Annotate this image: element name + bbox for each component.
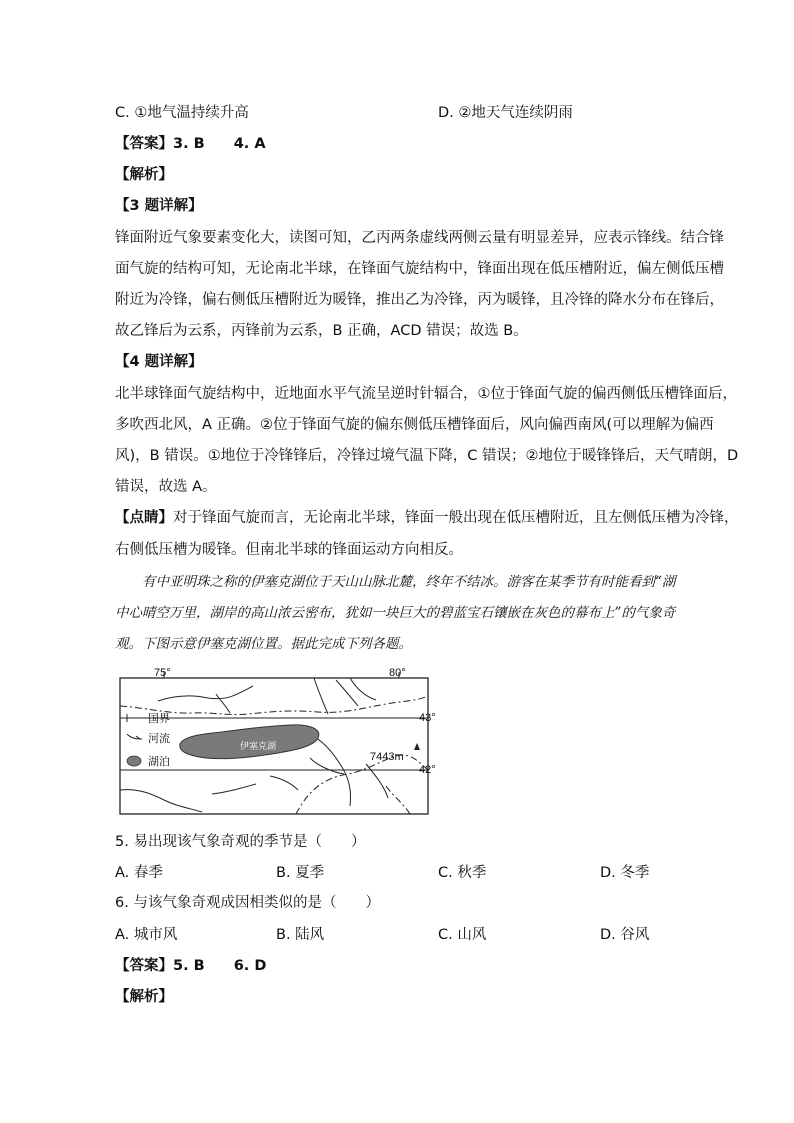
q4-line: 北半球锋面气旋结构中，近地面水平气流呈逆时针辐合，①位于锋面气旋的偏西侧低压槽锋面后， (115, 386, 737, 402)
river-south-6 (310, 758, 344, 774)
river-south-5 (120, 790, 202, 812)
river-south-4 (366, 764, 388, 798)
issyk-kul-location-map (118, 666, 436, 818)
q5-option-b: B. 夏季 (276, 865, 325, 881)
answer-block-1 (115, 134, 266, 154)
q5-stem: 5. 易出现该气象奇观的季节是（ ） (115, 834, 366, 850)
q5-option-d: D. 冬季 (600, 865, 650, 881)
q6-stem: 6. 与该气象奇观成因相类似的是（ ） (115, 895, 380, 911)
river-north-1 (158, 686, 253, 701)
option-c-prev: C. ①地气温持续升高 (115, 105, 249, 121)
legend-river-label: 河流 (148, 733, 170, 745)
dianjing-label: 【点睛】 (115, 510, 173, 526)
answer-label: 【答案】 (115, 958, 173, 974)
q6-option-b: B. 陆风 (276, 927, 325, 943)
lat-label-43: 43° (419, 712, 436, 724)
q6-option-d: D. 谷风 (600, 927, 650, 943)
peak-triangle-icon (414, 743, 420, 750)
answer-block-2 (115, 956, 266, 976)
legend-border-label: 国界 (148, 713, 170, 725)
q3-heading: 【3 题详解】 (115, 198, 203, 214)
dianjing-line: 对于锋面气旋而言，无论南北半球，锋面一般出现在低压槽附近，且左侧低压槽为冷锋， (173, 510, 739, 526)
option-d-prev: D. ②地天气连续阴雨 (438, 105, 573, 121)
legend-lake-label: 湖泊 (148, 756, 170, 768)
q5-option-a: A. 春季 (115, 865, 163, 881)
passage-line: 有中亚明珠之称的伊塞克湖位于天山山脉北麓，终年不结冰。游客在某季节有时能看到“湖 (142, 574, 676, 590)
answer-label: 【答案】 (115, 136, 173, 152)
lon-label-75: 75° (154, 667, 171, 679)
river-north-2 (314, 678, 328, 714)
river-north-5 (216, 694, 230, 713)
q4-line: 多吹西北风，A 正确。②位于锋面气旋的偏东侧低压槽锋面后，风向偏西南风(可以理解为偏西 (115, 417, 714, 433)
border-line-south (296, 755, 428, 814)
dianjing-line: 右侧低压槽为暖锋。但南北半球的锋面运动方向相反。 (115, 542, 463, 558)
q4-line: 风)，B 错误。①地位于冷锋锋后，冷锋过境气温下降，C 错误；②地位于暖锋锋后，天气晴朗，D (115, 448, 739, 464)
q5-option-c: C. 秋季 (438, 865, 487, 881)
border-line-southeast (386, 786, 410, 814)
q6-option-a: A. 城市风 (115, 927, 178, 943)
river-south-2 (270, 776, 298, 790)
dianjing-block (115, 508, 739, 528)
lat-label-42: 42° (419, 764, 436, 776)
q4-heading: 【4 题详解】 (115, 354, 203, 370)
river-north-4 (350, 678, 376, 700)
q3-line: 锋面附近气象要素变化大，读图可知，乙丙两条虚线两侧云量有明显差异，应表示锋线。结合锋 (115, 230, 724, 246)
passage-line: 观。下图示意伊塞克湖位置。据此完成下列各题。 (115, 636, 412, 652)
passage-line: 中心晴空万里，湖岸的高山浓云密布，犹如一块巨大的碧蓝宝石镶嵌在灰色的幕布上”的气象奇 (115, 605, 676, 621)
analysis-label: 【解析】 (115, 989, 173, 1005)
q3-line: 附近为冷锋，偏右侧低压槽附近为暖锋，推出乙为冷锋，丙为暖锋，且冷锋的降水分布在锋后， (115, 292, 724, 308)
answer-text: 5. B 6. D (173, 958, 267, 974)
q6-option-c: C. 山风 (438, 927, 487, 943)
answer-text: 3. B 4. A (173, 136, 266, 152)
river-north-3 (336, 680, 358, 706)
q4-line: 错误，故选 A。 (115, 479, 217, 495)
lake-label: 伊塞克湖 (240, 741, 277, 751)
legend-lake-icon (127, 756, 141, 766)
legend-river-icon (127, 734, 142, 739)
river-south-3 (212, 784, 256, 794)
q3-line: 故乙锋后为云系，丙锋前为云系，B 正确，ACD 错误；故选 B。 (115, 323, 528, 339)
peak-elevation-label: 7443m (370, 751, 404, 763)
q3-line: 面气旋的结构可知，无论南北半球，在锋面气旋结构中，锋面出现在低压槽附近，偏左侧低压槽 (115, 261, 724, 277)
lon-label-80: 80° (389, 667, 406, 679)
analysis-label: 【解析】 (115, 167, 173, 183)
